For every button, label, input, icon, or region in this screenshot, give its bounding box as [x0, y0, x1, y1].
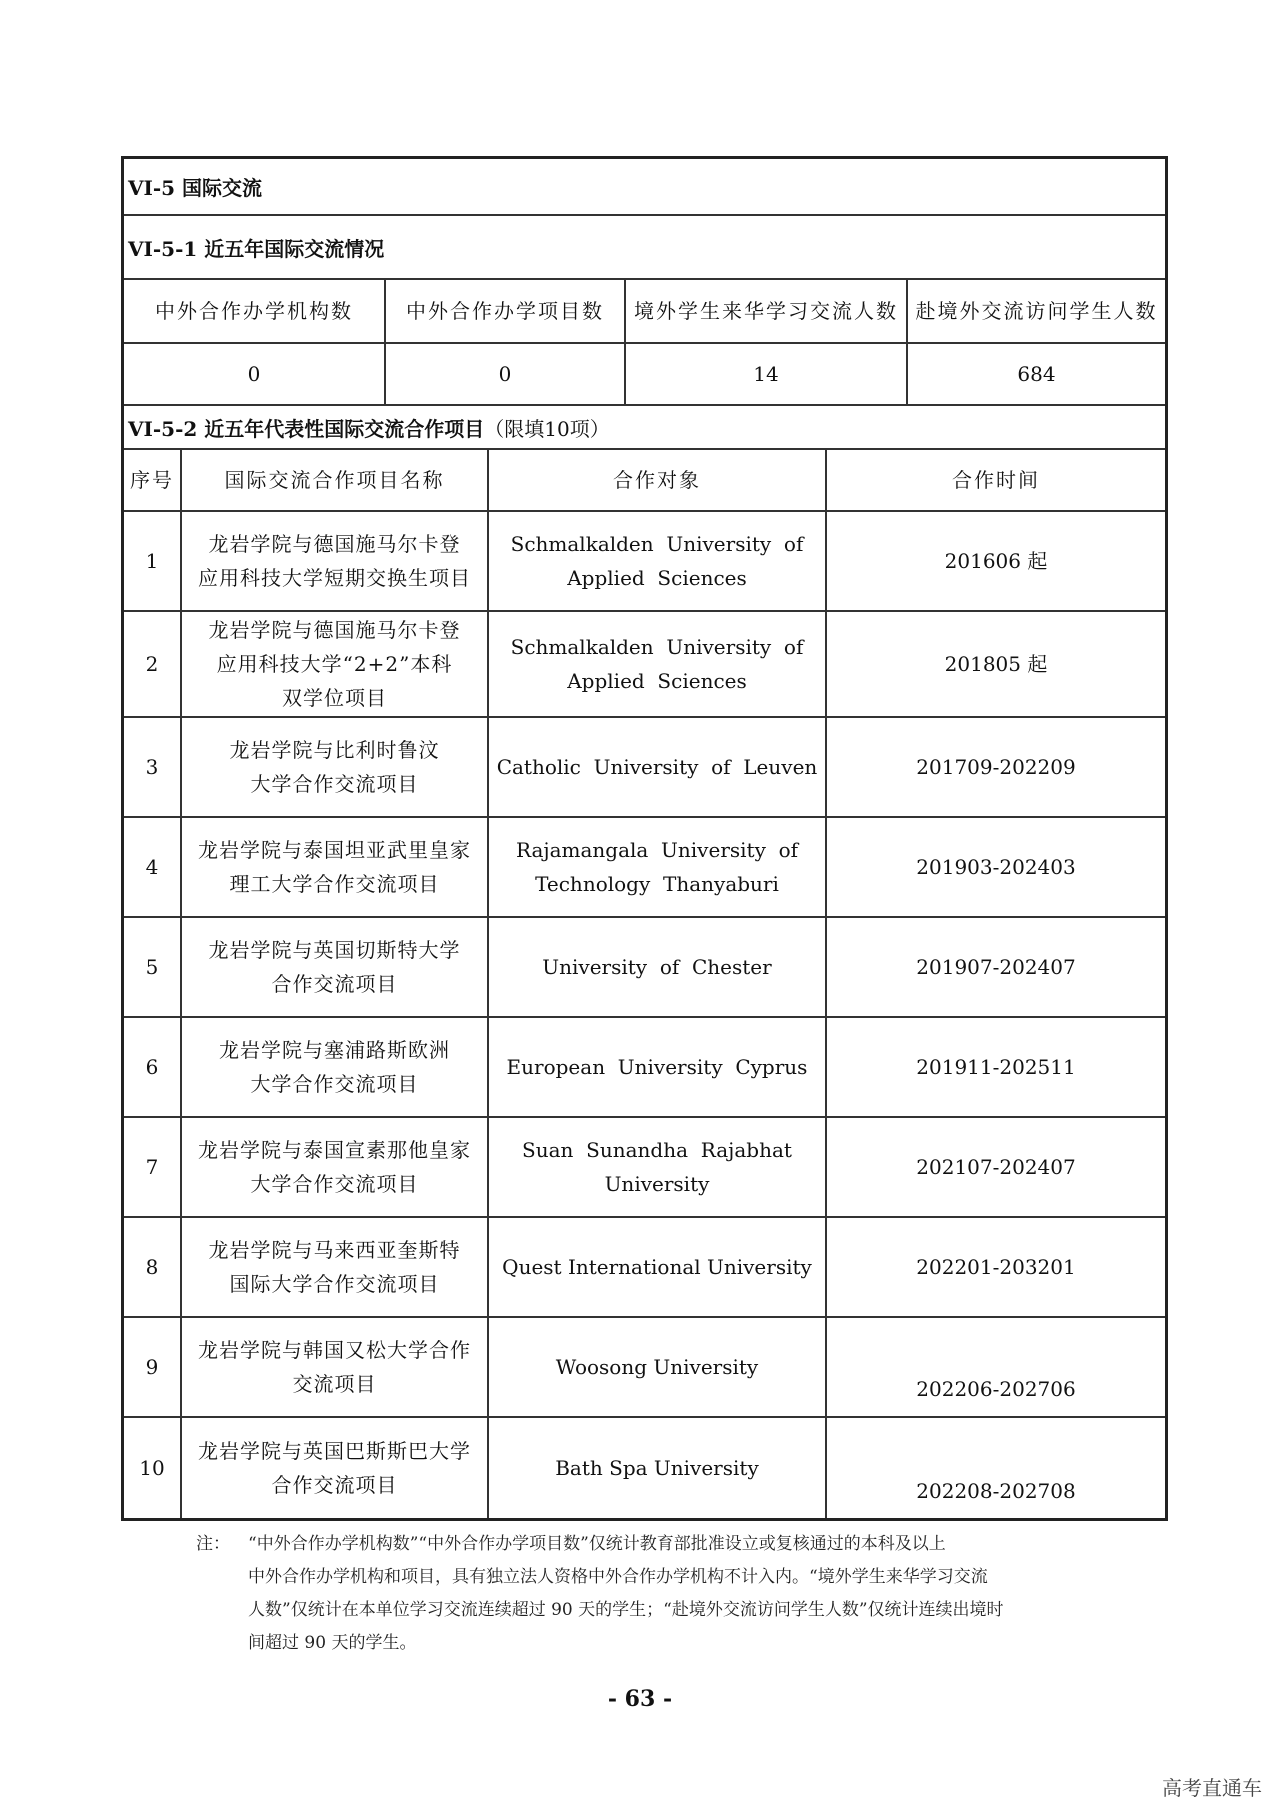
- project-partner-cell: [489, 918, 827, 1016]
- project-name-line: 龙岩学院与泰国宣素那他皇家: [198, 1138, 471, 1162]
- section-title-row: [124, 159, 1165, 216]
- project-row: [124, 612, 1165, 718]
- project-time-cell: 201805 起: [944, 652, 1048, 676]
- project-name-line: 龙岩学院与英国巴斯斯巴大学: [198, 1439, 471, 1463]
- stats-value-cell: 684: [1017, 362, 1056, 386]
- project-partner-line: Schmalkalden University of: [510, 635, 804, 659]
- project-row: [124, 718, 1165, 818]
- footnote-label: 注：: [196, 1534, 230, 1554]
- project-number-cell: 1: [124, 512, 182, 610]
- footnote-line: “中外合作办学机构数”“中外合作办学项目数”仅统计教育部批准设立或复核通过的本科及以上: [248, 1534, 946, 1554]
- project-name-line: 大学合作交流项目: [250, 1072, 419, 1096]
- project-name-cell: [182, 512, 489, 610]
- project-name-cell: [182, 918, 489, 1016]
- project-partner-cell: [489, 612, 827, 716]
- stats-value-cell: 0: [124, 344, 386, 404]
- project-time-cell: 202208-202708: [916, 1479, 1076, 1503]
- project-partner-line: Quest International University: [502, 1255, 812, 1279]
- projects-header-cell: 国际交流合作项目名称: [182, 450, 489, 510]
- project-partner-line: European University Cyprus: [506, 1055, 808, 1079]
- project-partner-line: University of Chester: [542, 955, 772, 979]
- project-row: [124, 1318, 1165, 1418]
- project-row: [124, 1218, 1165, 1318]
- project-time-cell: 201606 起: [944, 549, 1048, 573]
- project-partner-line: Applied Sciences: [567, 669, 747, 693]
- project-name-line: 龙岩学院与比利时鲁汶: [229, 738, 440, 762]
- projects-body: [124, 512, 1165, 1518]
- subsection-2-title-suffix: （限填10项）: [484, 416, 610, 441]
- projects-header-cell: 合作时间: [952, 468, 1040, 492]
- project-row: [124, 818, 1165, 918]
- stats-header-row: [124, 280, 1165, 344]
- project-name-cell: [182, 612, 489, 716]
- project-name-cell: [182, 718, 489, 816]
- project-name-line: 龙岩学院与德国施马尔卡登: [208, 532, 461, 556]
- project-partner-line: University: [604, 1172, 710, 1196]
- footnote-line: 人数”仅统计在本单位学习交流连续超过 90 天的学生；“赴境外交流访问学生人数”仅统计连续出境时: [248, 1600, 1004, 1620]
- project-name-cell: [182, 1118, 489, 1216]
- subsection-1-title: VI-5-1 近五年国际交流情况: [128, 236, 385, 261]
- project-partner-line: Rajamangala University of: [515, 838, 799, 862]
- projects-header-cell: 序号: [124, 450, 182, 510]
- project-name-line: 龙岩学院与泰国坦亚武里皇家: [198, 838, 471, 862]
- project-partner-cell: [489, 1418, 827, 1518]
- project-time-cell: 201911-202511: [916, 1055, 1076, 1079]
- project-number-cell: 5: [124, 918, 182, 1016]
- project-name-line: 龙岩学院与塞浦路斯欧洲: [219, 1038, 450, 1062]
- subsection-2-title: VI-5-2 近五年代表性国际交流合作项目: [128, 416, 485, 441]
- international-exchange-table: [121, 156, 1168, 1521]
- project-row: [124, 512, 1165, 612]
- project-time-cell: 202107-202407: [916, 1155, 1076, 1179]
- project-time-cell: 201907-202407: [916, 955, 1076, 979]
- project-name-line: 龙岩学院与英国切斯特大学: [208, 938, 461, 962]
- project-number-cell: 2: [124, 612, 182, 716]
- stats-value-cell: 14: [626, 344, 908, 404]
- project-name-line: 国际大学合作交流项目: [229, 1272, 440, 1296]
- project-row: [124, 918, 1165, 1018]
- stats-value-row: [124, 344, 1165, 406]
- projects-header-cell: 合作对象: [489, 450, 827, 510]
- project-name-line: 合作交流项目: [271, 972, 398, 996]
- project-number-cell: 4: [124, 818, 182, 916]
- project-name-line: 应用科技大学短期交换生项目: [198, 566, 471, 590]
- project-partner-cell: [489, 1318, 827, 1416]
- project-time-cell: 202206-202706: [916, 1377, 1076, 1401]
- project-row: [124, 1018, 1165, 1118]
- footnote-line: 中外合作办学机构和项目，具有独立法人资格中外合作办学机构不计入内。“境外学生来华学习交流: [248, 1567, 988, 1587]
- watermark-text: 高考直通车: [1162, 1776, 1262, 1800]
- project-partner-line: Bath Spa University: [555, 1456, 759, 1480]
- project-row: [124, 1118, 1165, 1218]
- footnote-line: 间超过 90 天的学生。: [248, 1633, 417, 1653]
- project-name-line: 大学合作交流项目: [250, 772, 419, 796]
- subsection-1-title-row: [124, 216, 1165, 280]
- project-partner-cell: [489, 718, 827, 816]
- project-row: [124, 1418, 1165, 1518]
- subsection-2-title-row: [124, 406, 1165, 450]
- projects-header-row: [124, 450, 1165, 512]
- project-partner-line: Applied Sciences: [567, 566, 747, 590]
- stats-header-cell: 中外合作办学机构数: [124, 280, 386, 342]
- stats-header-cell: 境外学生来华学习交流人数: [626, 280, 908, 342]
- project-name-line: 交流项目: [292, 1372, 377, 1396]
- project-partner-line: Catholic University of Leuven: [496, 755, 818, 779]
- project-name-line: 理工大学合作交流项目: [229, 872, 440, 896]
- project-name-cell: [182, 1418, 489, 1518]
- project-partner-cell: [489, 1218, 827, 1316]
- project-name-cell: [182, 1218, 489, 1316]
- project-number-cell: 8: [124, 1218, 182, 1316]
- project-name-cell: [182, 818, 489, 916]
- project-name-line: 合作交流项目: [271, 1473, 398, 1497]
- project-name-line: 龙岩学院与韩国又松大学合作: [198, 1338, 471, 1362]
- stats-value-cell: 0: [386, 344, 626, 404]
- project-number-cell: 3: [124, 718, 182, 816]
- project-name-line: 龙岩学院与德国施马尔卡登: [208, 618, 461, 642]
- project-number-cell: 6: [124, 1018, 182, 1116]
- project-partner-cell: [489, 1118, 827, 1216]
- project-name-cell: [182, 1018, 489, 1116]
- section-title: VI-5 国际交流: [128, 176, 263, 200]
- project-name-line: 大学合作交流项目: [250, 1172, 419, 1196]
- project-time-cell: 202201-203201: [916, 1255, 1076, 1279]
- project-partner-line: Schmalkalden University of: [510, 532, 804, 556]
- project-number-cell: 9: [124, 1318, 182, 1416]
- project-number-cell: 10: [124, 1418, 182, 1518]
- project-name-line: 龙岩学院与马来西亚奎斯特: [208, 1238, 461, 1262]
- project-time-cell: 201709-202209: [916, 755, 1076, 779]
- project-partner-cell: [489, 512, 827, 610]
- project-partner-line: Woosong University: [555, 1355, 759, 1379]
- page-number: - 63 -: [607, 1686, 673, 1712]
- project-partner-cell: [489, 818, 827, 916]
- project-partner-cell: [489, 1018, 827, 1116]
- project-number-cell: 7: [124, 1118, 182, 1216]
- project-name-line: 双学位项目: [282, 686, 387, 710]
- footnote: [196, 1528, 1096, 1660]
- stats-header-cell: 赴境外交流访问学生人数: [915, 299, 1158, 323]
- project-partner-line: Suan Sunandha Rajabhat: [522, 1138, 792, 1162]
- project-name-line: 应用科技大学“2+2”本科: [216, 652, 453, 676]
- project-partner-line: Technology Thanyaburi: [535, 872, 779, 896]
- project-name-cell: [182, 1318, 489, 1416]
- project-time-cell: 201903-202403: [916, 855, 1076, 879]
- stats-header-cell: 中外合作办学项目数: [386, 280, 626, 342]
